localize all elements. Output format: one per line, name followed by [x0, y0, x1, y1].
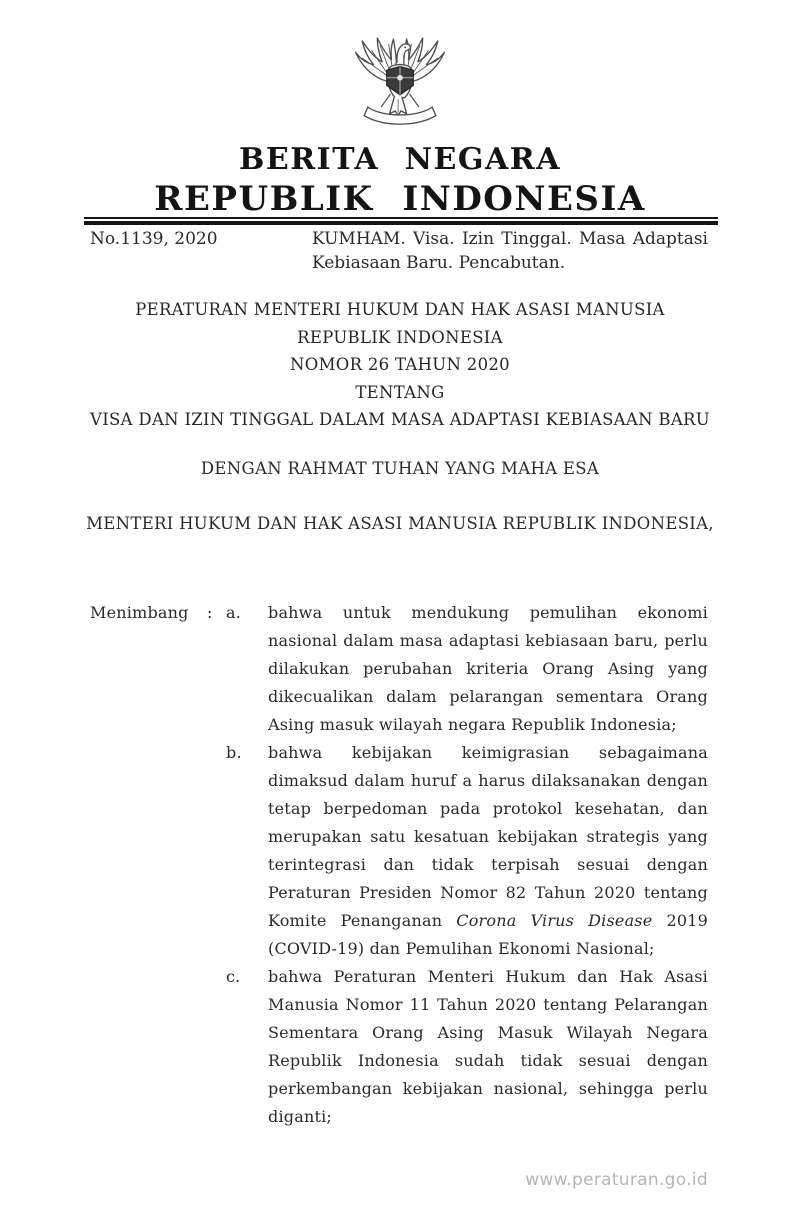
considering-colon: : — [207, 603, 213, 622]
considering-item-a — [268, 599, 708, 739]
invocation-line: DENGAN RAHMAT TUHAN YANG MAHA ESA — [200, 459, 600, 478]
gazette-subject: KUMHAM. Visa. Izin Tinggal. Masa Adaptasi Kebiasaan Baru. Pencabutan. — [312, 229, 708, 273]
considering-item-b-text: bahwa kebijakan keimigrasian sebagaimana dimaksud dalam huruf a harus dilaksanakan dengan tetap berpedoman pada protokol kesehatan, dan merupakan satu kesatuan kebijakan strategis yang terintegrasi dan tidak terpisah sesuai dengan Peraturan Presiden Nomor 82 Tahun 2020 tentang Komite Penanganan — [268, 743, 708, 930]
considering-item-b-text-after: 2019 (COVID-19) dan Pemulihan Ekonomi Nasional; — [268, 911, 708, 958]
considering-item-c-text: bahwa Peraturan Menteri Hukum dan Hak Asasi Manusia Nomor 11 Tahun 2020 tentang Pelarangan Sementara Orang Asing Masuk Wilayah Negara Republik Indonesia sudah tidak sesuai dengan perkembangan kebijakan nasional, sehingga perlu diganti; — [268, 967, 708, 1126]
considering-item-b — [268, 739, 708, 963]
gazette-number: No.1139, 2020 — [90, 229, 218, 249]
considering-item-marker-a: a. — [226, 603, 242, 622]
considering-item-marker-c: c. — [226, 967, 241, 986]
regulation-title-line: REPUBLIK INDONESIA — [297, 327, 503, 347]
regulation-number-line: NOMOR 26 TAHUN 2020 — [290, 355, 510, 374]
gazette-title-line1: BERITA NEGARA — [239, 142, 561, 177]
considering-item-c — [268, 963, 708, 1131]
regulation-title-block — [0, 296, 800, 434]
gazette-title-line2: REPUBLIK INDONESIA — [154, 179, 646, 219]
watermark-url: www.peraturan.go.id — [525, 1170, 708, 1190]
considering-label: Menimbang — [90, 603, 189, 622]
considering-section — [90, 599, 708, 1131]
regulation-subject-line: VISA DAN IZIN TINGGAL DALAM MASA ADAPTASI KEBIASAAN BARU — [90, 410, 710, 429]
garuda-pancasila-emblem-icon — [348, 33, 452, 133]
masthead-divider-rule — [84, 217, 718, 225]
masthead-row — [90, 227, 708, 275]
regulation-tentang-line: TENTANG — [355, 382, 445, 402]
regulation-title-line: PERATURAN MENTERI HUKUM DAN HAK ASASI MANUSIA — [135, 300, 665, 319]
considering-item-a-text: bahwa untuk mendukung pemulihan ekonomi nasional dalam masa adaptasi kebiasaan baru, perlu dilakukan perubahan kriteria Orang Asing yang dikecualikan dalam pelarangan sementara Orang Asing masuk wilayah negara Republik Indonesia; — [268, 603, 708, 734]
authority-line: MENTERI HUKUM DAN HAK ASASI MANUSIA REPUBLIK INDONESIA, — [86, 514, 714, 533]
considering-item-b-italic: Corona Virus Disease — [456, 911, 653, 930]
considering-item-marker-b: b. — [226, 743, 242, 762]
